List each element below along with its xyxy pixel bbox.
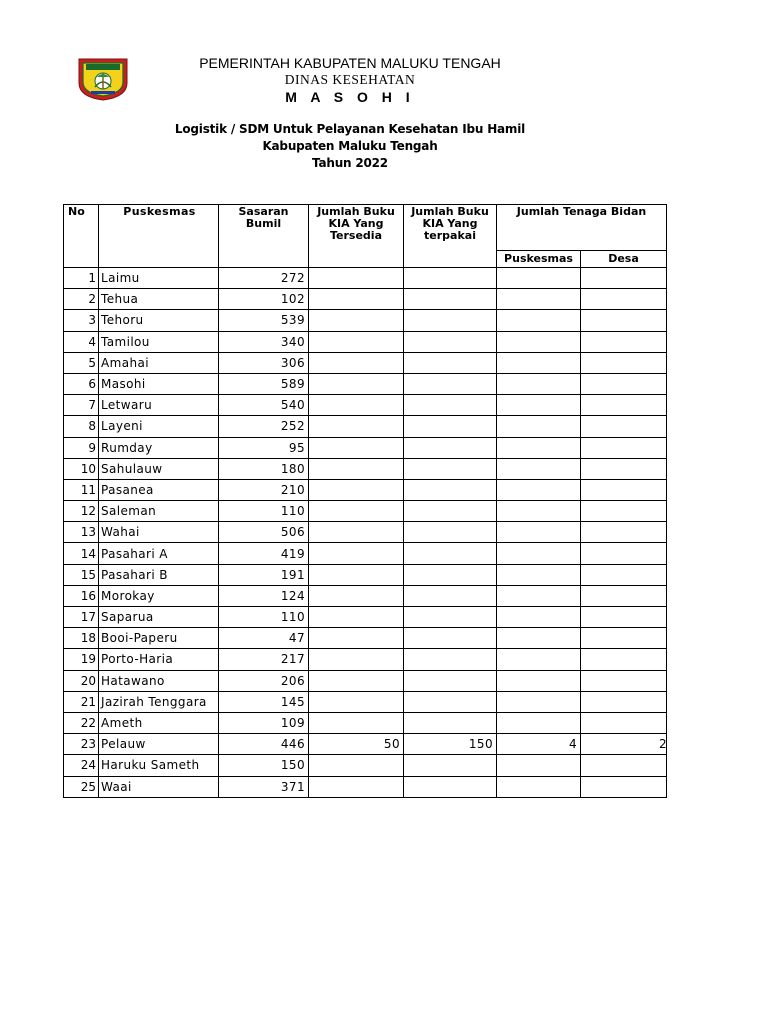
sasaran-bumil-value: 419: [219, 543, 309, 564]
puskesmas-name: Booi-Paperu: [99, 628, 219, 649]
bidan-desa-value: [585, 776, 671, 797]
row-number: 9: [64, 437, 99, 458]
kia-terpakai-value: 150: [404, 734, 497, 755]
table-row: [64, 649, 667, 670]
bidan-puskesmas-value: [497, 501, 581, 522]
table-body: [64, 268, 667, 798]
sasaran-bumil-value: 145: [219, 691, 309, 712]
header-puskesmas: Puskesmas: [99, 205, 219, 268]
kia-tersedia-value: [309, 437, 404, 458]
bidan-desa-value: [585, 373, 671, 394]
bidan-puskesmas-value: [497, 670, 581, 691]
row-number: 23: [64, 734, 99, 755]
sasaran-bumil-value: 272: [219, 268, 309, 289]
row-number: 7: [64, 395, 99, 416]
bidan-desa-value: [585, 712, 671, 733]
bidan-puskesmas-value: [497, 395, 581, 416]
bidan-puskesmas-value: [497, 331, 581, 352]
kia-tersedia-value: [309, 310, 404, 331]
kia-terpakai-value: [404, 479, 497, 500]
bidan-puskesmas-value: [497, 373, 581, 394]
sasaran-bumil-value: 540: [219, 395, 309, 416]
puskesmas-name: Pasanea: [99, 479, 219, 500]
table-row: [64, 522, 667, 543]
table-row: [64, 776, 667, 797]
puskesmas-name: Ameth: [99, 712, 219, 733]
bidan-desa-value: [585, 458, 671, 479]
sasaran-bumil-value: 446: [219, 734, 309, 755]
bidan-desa-value: [585, 607, 671, 628]
kia-tersedia-value: [309, 289, 404, 310]
bidan-desa-value: [585, 543, 671, 564]
kia-terpakai-value: [404, 776, 497, 797]
table-row: [64, 691, 667, 712]
puskesmas-name: Saleman: [99, 501, 219, 522]
bidan-desa-value: [585, 628, 671, 649]
sasaran-bumil-value: 180: [219, 458, 309, 479]
document-title: Logistik / SDM Untuk Pelayanan Kesehatan Ibu Hamil: [174, 122, 526, 136]
kia-tersedia-value: [309, 268, 404, 289]
row-number: 12: [64, 501, 99, 522]
kia-terpakai-value: [404, 691, 497, 712]
row-number: 10: [64, 458, 99, 479]
table-row: [64, 585, 667, 606]
bidan-puskesmas-value: [497, 564, 581, 585]
kia-terpakai-value: [404, 268, 497, 289]
kia-tersedia-value: [309, 585, 404, 606]
kia-tersedia-value: [309, 691, 404, 712]
bidan-puskesmas-value: [497, 607, 581, 628]
city-title: M A S O H I: [285, 89, 415, 105]
bidan-desa-value: [585, 501, 671, 522]
kia-terpakai-value: [404, 755, 497, 776]
kia-terpakai-value: [404, 501, 497, 522]
row-number: 1: [64, 268, 99, 289]
sasaran-bumil-value: 371: [219, 776, 309, 797]
puskesmas-name: Morokay: [99, 585, 219, 606]
kia-tersedia-value: [309, 416, 404, 437]
kia-terpakai-value: [404, 458, 497, 479]
row-number: 25: [64, 776, 99, 797]
bidan-desa-value: [585, 437, 671, 458]
kia-tersedia-value: [309, 479, 404, 500]
puskesmas-name: Pasahari B: [99, 564, 219, 585]
kia-tersedia-value: [309, 712, 404, 733]
document-year: Tahun 2022: [312, 156, 388, 170]
bidan-desa-value: [585, 289, 671, 310]
sasaran-bumil-value: 110: [219, 501, 309, 522]
header-kia-terpakai: Jumlah Buku KIA Yang terpakai: [404, 205, 497, 268]
puskesmas-name: Rumday: [99, 437, 219, 458]
bidan-puskesmas-value: [497, 522, 581, 543]
header-kia-tersedia: Jumlah Buku KIA Yang Tersedia: [309, 205, 404, 268]
row-number: 13: [64, 522, 99, 543]
kia-terpakai-value: [404, 437, 497, 458]
table-row: [64, 670, 667, 691]
puskesmas-name: Saparua: [99, 607, 219, 628]
table-row: [64, 352, 667, 373]
kia-terpakai-value: [404, 395, 497, 416]
table-row: [64, 734, 667, 755]
table-row: [64, 289, 667, 310]
row-number: 11: [64, 479, 99, 500]
row-number: 15: [64, 564, 99, 585]
bidan-desa-value: [585, 691, 671, 712]
sasaran-bumil-value: 506: [219, 522, 309, 543]
row-number: 22: [64, 712, 99, 733]
kabupaten-crest-icon: [77, 57, 129, 101]
puskesmas-name: Pelauw: [99, 734, 219, 755]
bidan-puskesmas-value: [497, 585, 581, 606]
bidan-puskesmas-value: [497, 437, 581, 458]
logistics-table: [63, 204, 667, 798]
sasaran-bumil-value: 589: [219, 373, 309, 394]
puskesmas-name: Tamilou: [99, 331, 219, 352]
table-row: [64, 607, 667, 628]
kia-tersedia-value: [309, 755, 404, 776]
kia-terpakai-value: [404, 585, 497, 606]
agency-title: PEMERINTAH KABUPATEN MALUKU TENGAH: [199, 55, 501, 71]
header-bidan-puskesmas: Puskesmas: [497, 251, 581, 268]
bidan-desa-value: 2: [585, 734, 671, 755]
header-sasaran-bumil: Sasaran Bumil: [219, 205, 309, 268]
sasaran-bumil-value: 539: [219, 310, 309, 331]
sasaran-bumil-value: 340: [219, 331, 309, 352]
bidan-desa-value: [585, 310, 671, 331]
kia-terpakai-value: [404, 352, 497, 373]
kia-tersedia-value: [309, 395, 404, 416]
header-bidan-desa: Desa: [581, 251, 667, 268]
table-row: [64, 331, 667, 352]
bidan-desa-value: [585, 395, 671, 416]
table-row: [64, 395, 667, 416]
bidan-puskesmas-value: 4: [497, 734, 581, 755]
bidan-puskesmas-value: [497, 268, 581, 289]
sasaran-bumil-value: 95: [219, 437, 309, 458]
bidan-desa-value: [585, 331, 671, 352]
kia-tersedia-value: [309, 607, 404, 628]
table-row: [64, 628, 667, 649]
puskesmas-name: Masohi: [99, 373, 219, 394]
bidan-desa-value: [585, 352, 671, 373]
kia-terpakai-value: [404, 289, 497, 310]
table-row: [64, 479, 667, 500]
table-row: [64, 437, 667, 458]
table-row: [64, 712, 667, 733]
sasaran-bumil-value: 252: [219, 416, 309, 437]
kia-terpakai-value: [404, 522, 497, 543]
puskesmas-name: Tehoru: [99, 310, 219, 331]
bidan-puskesmas-value: [497, 543, 581, 564]
kia-tersedia-value: [309, 628, 404, 649]
row-number: 16: [64, 585, 99, 606]
puskesmas-name: Porto-Haria: [99, 649, 219, 670]
kia-terpakai-value: [404, 331, 497, 352]
bidan-desa-value: [585, 268, 671, 289]
document-subtitle: Kabupaten Maluku Tengah: [262, 139, 438, 153]
bidan-puskesmas-value: [497, 776, 581, 797]
row-number: 24: [64, 755, 99, 776]
kia-tersedia-value: [309, 331, 404, 352]
puskesmas-name: Haruku Sameth: [99, 755, 219, 776]
kia-terpakai-value: [404, 628, 497, 649]
puskesmas-name: Tehua: [99, 289, 219, 310]
table-row: [64, 373, 667, 394]
bidan-desa-value: [585, 564, 671, 585]
puskesmas-name: Jazirah Tenggara: [99, 691, 219, 712]
bidan-puskesmas-value: [497, 691, 581, 712]
row-number: 4: [64, 331, 99, 352]
kia-tersedia-value: [309, 543, 404, 564]
row-number: 6: [64, 373, 99, 394]
kia-tersedia-value: [309, 649, 404, 670]
kia-terpakai-value: [404, 607, 497, 628]
puskesmas-name: Hatawano: [99, 670, 219, 691]
row-number: 19: [64, 649, 99, 670]
row-number: 14: [64, 543, 99, 564]
bidan-desa-value: [585, 416, 671, 437]
sasaran-bumil-value: 109: [219, 712, 309, 733]
row-number: 18: [64, 628, 99, 649]
bidan-desa-value: [585, 585, 671, 606]
bidan-puskesmas-value: [497, 289, 581, 310]
kia-terpakai-value: [404, 416, 497, 437]
sasaran-bumil-value: 110: [219, 607, 309, 628]
sasaran-bumil-value: 124: [219, 585, 309, 606]
row-number: 17: [64, 607, 99, 628]
bidan-desa-value: [585, 755, 671, 776]
bidan-puskesmas-value: [497, 712, 581, 733]
table-row: [64, 543, 667, 564]
row-number: 2: [64, 289, 99, 310]
kia-tersedia-value: [309, 776, 404, 797]
table-row: [64, 310, 667, 331]
bidan-desa-value: [585, 649, 671, 670]
department-title: DINAS KESEHATAN: [284, 72, 416, 87]
kia-tersedia-value: [309, 522, 404, 543]
kia-tersedia-value: 50: [309, 734, 404, 755]
kia-tersedia-value: [309, 564, 404, 585]
puskesmas-name: Letwaru: [99, 395, 219, 416]
kia-terpakai-value: [404, 649, 497, 670]
kia-terpakai-value: [404, 564, 497, 585]
table-row: [64, 268, 667, 289]
row-number: 5: [64, 352, 99, 373]
table-row: [64, 416, 667, 437]
kia-terpakai-value: [404, 670, 497, 691]
kia-tersedia-value: [309, 670, 404, 691]
sasaran-bumil-value: 206: [219, 670, 309, 691]
kia-tersedia-value: [309, 373, 404, 394]
sasaran-bumil-value: 210: [219, 479, 309, 500]
header-tenaga-bidan: Jumlah Tenaga Bidan: [497, 205, 667, 251]
kia-tersedia-value: [309, 501, 404, 522]
sasaran-bumil-value: 47: [219, 628, 309, 649]
puskesmas-name: Sahulauw: [99, 458, 219, 479]
sasaran-bumil-value: 306: [219, 352, 309, 373]
puskesmas-name: Amahai: [99, 352, 219, 373]
row-number: 8: [64, 416, 99, 437]
puskesmas-name: Wahai: [99, 522, 219, 543]
kia-terpakai-value: [404, 712, 497, 733]
kia-terpakai-value: [404, 310, 497, 331]
sasaran-bumil-value: 191: [219, 564, 309, 585]
bidan-desa-value: [585, 522, 671, 543]
bidan-puskesmas-value: [497, 649, 581, 670]
sasaran-bumil-value: 102: [219, 289, 309, 310]
table-row: [64, 564, 667, 585]
bidan-puskesmas-value: [497, 755, 581, 776]
puskesmas-name: Laimu: [99, 268, 219, 289]
bidan-puskesmas-value: [497, 479, 581, 500]
bidan-puskesmas-value: [497, 310, 581, 331]
bidan-desa-value: [585, 670, 671, 691]
bidan-puskesmas-value: [497, 416, 581, 437]
kia-tersedia-value: [309, 352, 404, 373]
row-number: 20: [64, 670, 99, 691]
row-number: 21: [64, 691, 99, 712]
kia-terpakai-value: [404, 373, 497, 394]
table-row: [64, 755, 667, 776]
row-number: 3: [64, 310, 99, 331]
puskesmas-name: Waai: [99, 776, 219, 797]
bidan-puskesmas-value: [497, 458, 581, 479]
sasaran-bumil-value: 217: [219, 649, 309, 670]
sasaran-bumil-value: 150: [219, 755, 309, 776]
table-row: [64, 458, 667, 479]
bidan-puskesmas-value: [497, 352, 581, 373]
kia-terpakai-value: [404, 543, 497, 564]
puskesmas-name: Pasahari A: [99, 543, 219, 564]
bidan-puskesmas-value: [497, 628, 581, 649]
kia-tersedia-value: [309, 458, 404, 479]
bidan-desa-value: [585, 479, 671, 500]
header-no: No: [64, 205, 99, 268]
table-row: [64, 501, 667, 522]
puskesmas-name: Layeni: [99, 416, 219, 437]
